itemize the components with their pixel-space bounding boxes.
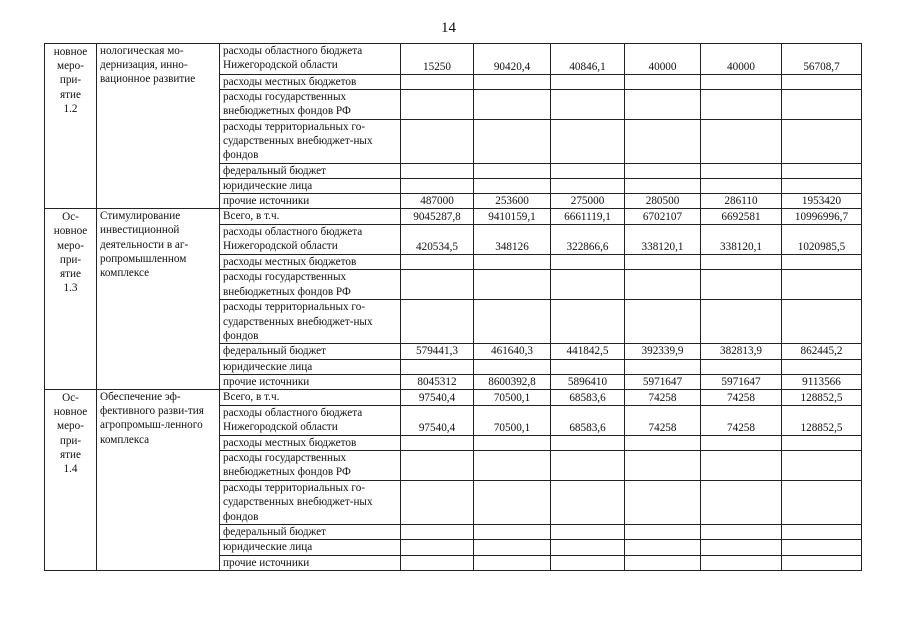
amount-cell [782, 178, 862, 193]
amount-cell [401, 436, 474, 451]
amount-cell [625, 481, 701, 525]
funding-source-cell: расходы территориальных го-сударственных внебюджет-ных фондов [220, 119, 401, 163]
amount-cell [551, 540, 625, 555]
amount-cell [401, 270, 474, 300]
amount-cell [474, 300, 551, 344]
amount-cell [625, 255, 701, 270]
amount-cell: 6692581 [701, 209, 782, 225]
amount-cell: 1953420 [782, 194, 862, 209]
amount-cell: 382813,9 [701, 344, 782, 359]
amount-cell [701, 163, 782, 178]
funding-source-cell: расходы местных бюджетов [220, 75, 401, 90]
amount-cell: 5971647 [625, 374, 701, 389]
amount-cell [474, 119, 551, 163]
amount-cell [625, 525, 701, 540]
amount-cell [401, 359, 474, 374]
amount-cell [474, 359, 551, 374]
amount-cell: 70500,1 [474, 406, 551, 436]
amount-cell: 487000 [401, 194, 474, 209]
budget-table [44, 43, 862, 571]
amount-cell [474, 540, 551, 555]
funding-source-cell: Всего, в т.ч. [220, 209, 401, 225]
measure-name-cell: Ос- новное меро- при- ятие 1.4 [45, 390, 97, 571]
funding-source-cell: расходы местных бюджетов [220, 436, 401, 451]
amount-cell [701, 555, 782, 570]
amount-cell [625, 555, 701, 570]
amount-cell: 74258 [625, 406, 701, 436]
amount-cell: 97540,4 [401, 406, 474, 436]
amount-cell: 8045312 [401, 374, 474, 389]
amount-cell [474, 90, 551, 119]
amount-cell: 253600 [474, 194, 551, 209]
amount-cell [551, 481, 625, 525]
amount-cell [701, 451, 782, 481]
amount-cell [701, 481, 782, 525]
amount-cell [782, 75, 862, 90]
amount-cell: 97540,4 [401, 390, 474, 406]
amount-cell [474, 163, 551, 178]
amount-cell [625, 359, 701, 374]
amount-cell: 56708,7 [782, 44, 862, 75]
amount-cell [625, 178, 701, 193]
amount-cell [401, 555, 474, 570]
amount-cell [782, 119, 862, 163]
amount-cell: 862445,2 [782, 344, 862, 359]
amount-cell: 280500 [625, 194, 701, 209]
amount-cell: 15250 [401, 44, 474, 75]
amount-cell: 348126 [474, 225, 551, 255]
amount-cell: 392339,9 [625, 344, 701, 359]
amount-cell [782, 436, 862, 451]
amount-cell [782, 300, 862, 344]
funding-source-cell: федеральный бюджет [220, 163, 401, 178]
table-row [45, 209, 862, 225]
amount-cell: 5971647 [701, 374, 782, 389]
amount-cell: 74258 [625, 390, 701, 406]
amount-cell [701, 540, 782, 555]
funding-source-cell: юридические лица [220, 178, 401, 193]
funding-source-cell: расходы местных бюджетов [220, 255, 401, 270]
amount-cell [474, 436, 551, 451]
amount-cell: 68583,6 [551, 390, 625, 406]
amount-cell [401, 178, 474, 193]
funding-source-cell: федеральный бюджет [220, 525, 401, 540]
amount-cell [625, 75, 701, 90]
amount-cell: 6661119,1 [551, 209, 625, 225]
funding-source-cell: расходы областного бюджета Нижегородской области [220, 225, 401, 255]
amount-cell: 1020985,5 [782, 225, 862, 255]
amount-cell: 40846,1 [551, 44, 625, 75]
amount-cell [551, 270, 625, 300]
funding-source-cell: прочие источники [220, 555, 401, 570]
amount-cell [401, 540, 474, 555]
funding-source-cell: расходы государственных внебюджетных фондов РФ [220, 90, 401, 119]
amount-cell [401, 525, 474, 540]
amount-cell [401, 90, 474, 119]
amount-cell: 5896410 [551, 374, 625, 389]
amount-cell [701, 75, 782, 90]
amount-cell [551, 300, 625, 344]
amount-cell: 74258 [701, 390, 782, 406]
amount-cell [551, 555, 625, 570]
amount-cell [701, 90, 782, 119]
amount-cell: 40000 [625, 44, 701, 75]
amount-cell [401, 119, 474, 163]
amount-cell [782, 525, 862, 540]
amount-cell: 461640,3 [474, 344, 551, 359]
amount-cell [551, 436, 625, 451]
amount-cell [474, 270, 551, 300]
table-row [45, 44, 862, 75]
funding-source-cell: расходы областного бюджета Нижегородской области [220, 44, 401, 75]
amount-cell [401, 300, 474, 344]
amount-cell [701, 178, 782, 193]
amount-cell: 338120,1 [701, 225, 782, 255]
amount-cell [782, 481, 862, 525]
program-name-cell: Стимулирование инвестиционной деятельности в аг-ропромышленном комплексе [97, 209, 220, 390]
amount-cell [474, 451, 551, 481]
amount-cell [625, 119, 701, 163]
amount-cell: 9410159,1 [474, 209, 551, 225]
amount-cell [782, 555, 862, 570]
amount-cell: 90420,4 [474, 44, 551, 75]
amount-cell [551, 525, 625, 540]
amount-cell [401, 481, 474, 525]
amount-cell: 128852,5 [782, 406, 862, 436]
amount-cell [551, 75, 625, 90]
amount-cell [474, 481, 551, 525]
amount-cell [782, 255, 862, 270]
amount-cell [782, 359, 862, 374]
measure-name-cell: новное меро- при- ятие 1.2 [45, 44, 97, 209]
amount-cell [474, 178, 551, 193]
amount-cell [474, 555, 551, 570]
amount-cell: 128852,5 [782, 390, 862, 406]
amount-cell: 286110 [701, 194, 782, 209]
amount-cell: 9113566 [782, 374, 862, 389]
amount-cell [625, 90, 701, 119]
amount-cell: 420534,5 [401, 225, 474, 255]
amount-cell [551, 451, 625, 481]
amount-cell [551, 178, 625, 193]
funding-source-cell: расходы государственных внебюджетных фондов РФ [220, 451, 401, 481]
amount-cell [701, 255, 782, 270]
program-name-cell: Обеспечение эф-фективного разви-тия агропромыш-ленного комплекса [97, 390, 220, 571]
amount-cell [551, 255, 625, 270]
amount-cell [401, 451, 474, 481]
funding-source-cell: юридические лица [220, 359, 401, 374]
amount-cell: 441842,5 [551, 344, 625, 359]
funding-source-cell: расходы областного бюджета Нижегородской области [220, 406, 401, 436]
amount-cell [625, 436, 701, 451]
amount-cell: 338120,1 [625, 225, 701, 255]
amount-cell [625, 270, 701, 300]
amount-cell: 70500,1 [474, 390, 551, 406]
amount-cell [625, 300, 701, 344]
amount-cell: 322866,6 [551, 225, 625, 255]
amount-cell [401, 255, 474, 270]
amount-cell: 68583,6 [551, 406, 625, 436]
funding-source-cell: федеральный бюджет [220, 344, 401, 359]
amount-cell [551, 163, 625, 178]
program-name-cell: нологическая мо- дернизация, инно- вационное развитие [97, 44, 220, 209]
amount-cell: 40000 [701, 44, 782, 75]
funding-source-cell: расходы государственных внебюджетных фондов РФ [220, 270, 401, 300]
amount-cell [782, 163, 862, 178]
amount-cell [474, 525, 551, 540]
amount-cell [782, 540, 862, 555]
table-row [45, 390, 862, 406]
amount-cell [551, 90, 625, 119]
amount-cell [474, 75, 551, 90]
amount-cell [625, 540, 701, 555]
amount-cell [701, 300, 782, 344]
funding-source-cell: прочие источники [220, 374, 401, 389]
amount-cell [701, 436, 782, 451]
funding-source-cell: расходы территориальных го-сударственных внебюджет-ных фондов [220, 300, 401, 344]
table-body [45, 44, 862, 571]
amount-cell: 275000 [551, 194, 625, 209]
amount-cell [701, 359, 782, 374]
amount-cell [401, 163, 474, 178]
amount-cell [401, 75, 474, 90]
amount-cell [701, 270, 782, 300]
amount-cell: 6702107 [625, 209, 701, 225]
amount-cell: 8600392,8 [474, 374, 551, 389]
funding-source-cell: расходы территориальных го-сударственных внебюджет-ных фондов [220, 481, 401, 525]
amount-cell [782, 90, 862, 119]
amount-cell [551, 359, 625, 374]
amount-cell [701, 119, 782, 163]
page-number: 14 [441, 20, 456, 36]
funding-source-cell: юридические лица [220, 540, 401, 555]
amount-cell [625, 451, 701, 481]
measure-name-cell: Ос- новное меро- при- ятие 1.3 [45, 209, 97, 390]
amount-cell [701, 525, 782, 540]
amount-cell [782, 270, 862, 300]
amount-cell [782, 451, 862, 481]
amount-cell: 9045287,8 [401, 209, 474, 225]
amount-cell [551, 119, 625, 163]
amount-cell [625, 163, 701, 178]
amount-cell: 579441,3 [401, 344, 474, 359]
funding-source-cell: Всего, в т.ч. [220, 390, 401, 406]
amount-cell: 10996996,7 [782, 209, 862, 225]
amount-cell: 74258 [701, 406, 782, 436]
amount-cell [474, 255, 551, 270]
funding-source-cell: прочие источники [220, 194, 401, 209]
